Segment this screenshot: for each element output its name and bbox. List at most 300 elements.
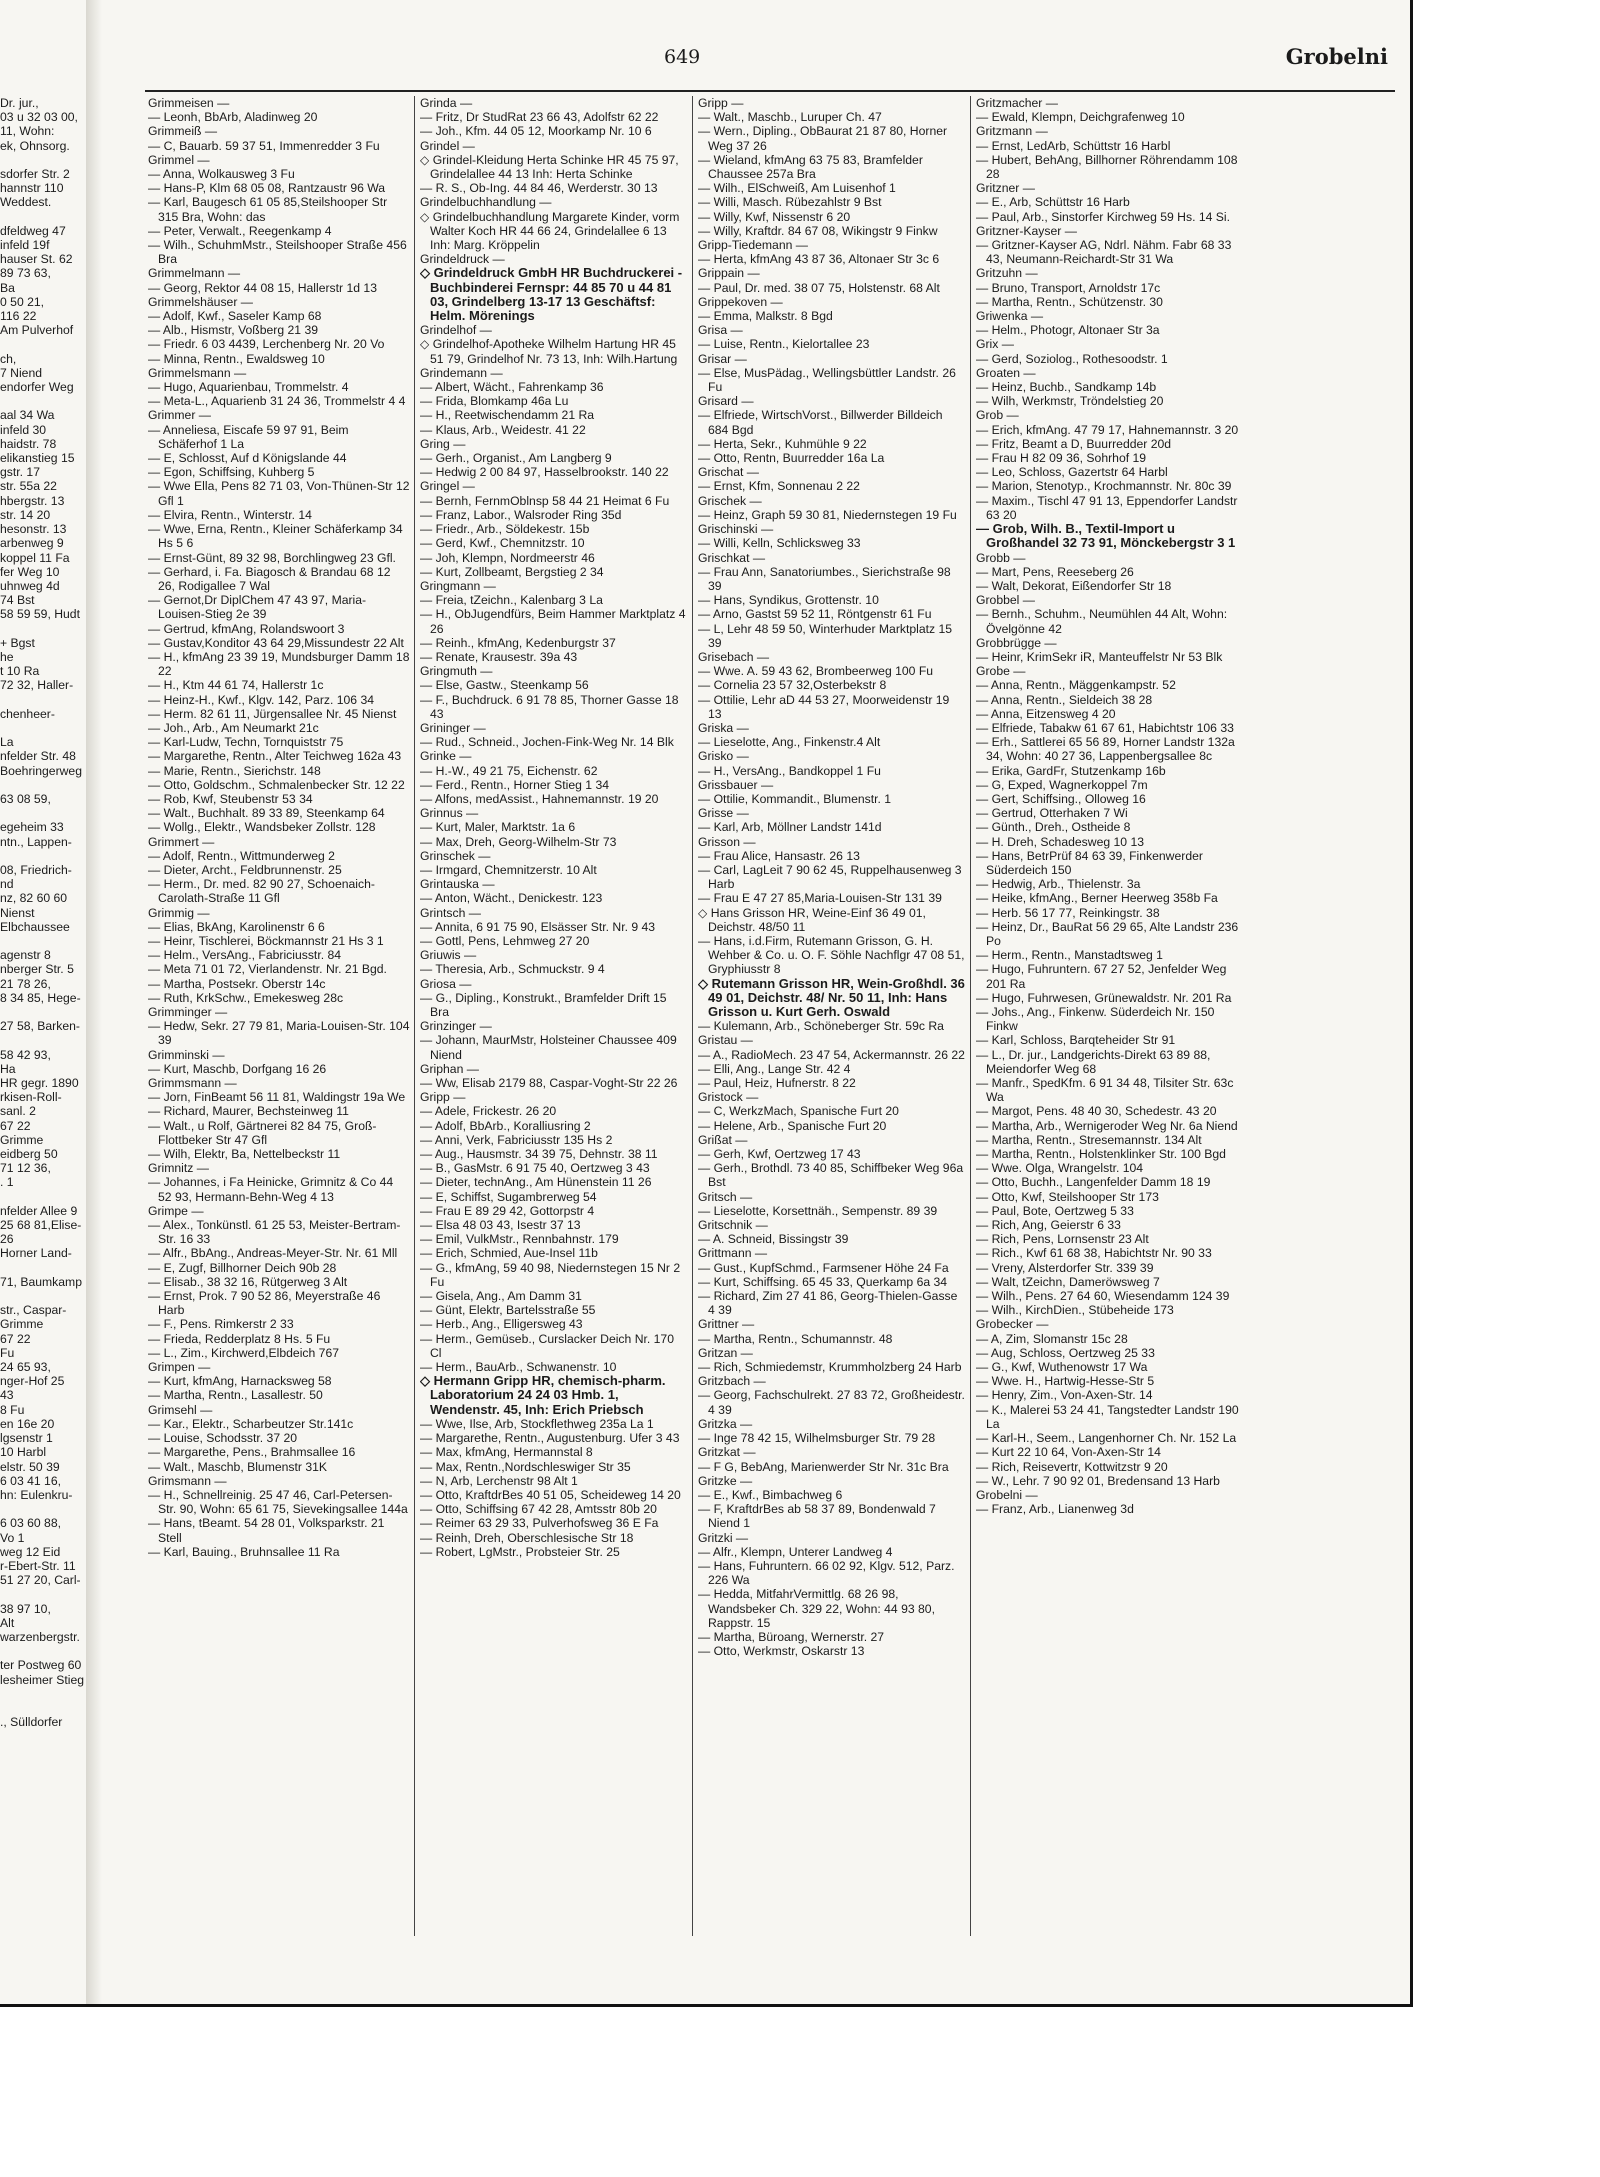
column-divider xyxy=(692,96,693,1936)
directory-entry: — Robert, LgMstr., Probsteier Str. 25 xyxy=(420,1544,620,1559)
surname-heading: Grob — xyxy=(976,408,1019,423)
fragment-line: 89 73 63, xyxy=(0,266,51,281)
directory-entry: — Herta, Sekr., Kuhmühle 9 22 xyxy=(698,436,867,451)
directory-entry: — Joh., Arb., Am Neumarkt 21c xyxy=(148,720,319,735)
fragment-line xyxy=(0,1587,90,1601)
surname-heading: Grindelhof — xyxy=(420,323,492,338)
directory-entry: — Meta 71 01 72, Vierlandenstr. Nr. 21 Bgd. xyxy=(148,962,387,977)
directory-entry: — E, Zugf, Billhorner Deich 90b 28 xyxy=(148,1260,337,1275)
surname-heading: Griska — xyxy=(698,720,749,735)
directory-entry: — Georg, Rektor 44 08 15, Hallerstr 1d 13 xyxy=(148,280,377,295)
directory-entry: — Heinz-H., Kwf., Klgv. 142, Parz. 106 34 xyxy=(148,692,375,707)
fragment-line: 38 97 10, xyxy=(0,1601,51,1616)
directory-entry: — Adolf, Rentn., Wittmunderweg 2 xyxy=(148,848,335,863)
directory-entry: — Kurt, Zollbeamt, Bergstieg 2 34 xyxy=(420,564,604,579)
directory-entry: — Adolf, Kwf., Saseler Kamp 68 xyxy=(148,309,322,324)
directory-entry: — Hans-P, Klm 68 05 08, Rantzaustr 96 Wa xyxy=(148,181,386,196)
fragment-line: hesonstr. 13 xyxy=(0,522,67,537)
surname-heading: Grobb — xyxy=(976,550,1026,565)
fragment-line: elikanstieg 15 xyxy=(0,451,75,466)
surname-heading: Grischkat — xyxy=(698,550,766,565)
header-rule xyxy=(145,90,1395,92)
directory-entry: — Gerh., Organist., Am Langberg 9 xyxy=(420,451,612,466)
surname-heading: Grintsch — xyxy=(420,905,481,920)
directory-entry: — Erika, GardFr, Stutzenkamp 16b xyxy=(976,763,1166,778)
surname-heading: Grimmert — xyxy=(148,834,215,849)
fragment-line: 6 03 60 88, xyxy=(0,1516,61,1531)
surname-heading: Gritzki — xyxy=(698,1530,749,1545)
directory-entry: — A. Schneid, Bissingstr 39 xyxy=(698,1232,849,1247)
surname-heading: Gritzke — xyxy=(698,1473,753,1488)
directory-entry: — Frau E 47 27 85,Maria-Louisen-Str 131 39 xyxy=(698,891,942,906)
directory-entry: — Otto, Rentn, Buurredder 16a La xyxy=(698,451,885,466)
firm-entry: ◇ Rutemann Grisson HR, Wein-Großhdl. 36 49 01, Deichstr. 48/ Nr. 50 11, Inh: Hans Grisson u. Kurt Gerh. Oswald xyxy=(698,975,965,1019)
surname-heading: Grindelbuchhandlung — xyxy=(420,195,552,210)
directory-entry: — Anni, Verk, Fabriciusstr 135 Hs 2 xyxy=(420,1132,613,1147)
directory-entry: — Fritz, Beamt a D, Buurredder 20d xyxy=(976,436,1172,451)
directory-entry: — Max, Rentn.,Nordschleswiger Str 35 xyxy=(420,1459,631,1474)
directory-entry: — Walt., Buchhalt. 89 33 89, Steenkamp 64 xyxy=(148,806,385,821)
surname-heading: Grisard — xyxy=(698,394,754,409)
fragment-line: 67 22 xyxy=(0,1331,31,1346)
surname-heading: Grisse — xyxy=(698,806,749,821)
surname-heading: Gritzmacher — xyxy=(976,96,1058,110)
fragment-line xyxy=(0,1005,90,1019)
fragment-line: Dr. jur., xyxy=(0,96,39,110)
directory-entry: — Fritz, Dr StudRat 23 66 43, Adolfstr 62 22 xyxy=(420,110,659,125)
directory-entry: — Gernot,Dr DiplChem 47 43 97, Maria-Louisen-Stieg 2e 39 xyxy=(148,593,367,622)
directory-entry: ◇ Grindelbuchhandlung Margarete Kinder, vorm Walter Koch HR 44 66 24, Grindelallee 6 13 Inh: Marg. Kröppelin xyxy=(420,209,680,253)
directory-entry: — Herm., Gemüseb., Curslacker Deich Nr. 170 Cl xyxy=(420,1331,674,1360)
fragment-line: Horner Land- xyxy=(0,1246,72,1261)
fragment-line: agenstr 8 xyxy=(0,948,51,963)
directory-entry: — Günth., Dreh., Ostheide 8 xyxy=(976,820,1131,835)
directory-entry: — Walt, tZeichn, Dameröwsweg 7 xyxy=(976,1274,1160,1289)
directory-entry: — Klaus, Arb., Weidestr. 41 22 xyxy=(420,422,586,437)
directory-entry: — Hans, i.d.Firm, Rutemann Grisson, G. H. Wehber & Co. u. O. F. Söhle Nachflgr 47 08 51, Gryphiusstr 8 xyxy=(698,933,965,977)
surname-heading: Grobbrügge — xyxy=(976,635,1057,650)
fragment-line: str. 14 20 xyxy=(0,507,51,522)
directory-entry: — G., kfmAng, 59 40 98, Niedernstegen 15 Nr 2 Fu xyxy=(420,1260,681,1289)
fragment-line: chenheer- xyxy=(0,706,55,721)
directory-entry: — Bernh, FernmOblnsp 58 44 21 Heimat 6 Fu xyxy=(420,493,670,508)
fragment-line: La xyxy=(0,735,14,750)
directory-entry: ◇ Hans Grisson HR, Weine-Einf 36 49 01, Deichstr. 48/50 11 xyxy=(698,905,926,934)
surname-heading: Grimmsmann — xyxy=(148,1076,237,1091)
fragment-line: str. 55a 22 xyxy=(0,479,57,494)
directory-entry: — Heinz, Graph 59 30 81, Niedernstegen 19 Fu xyxy=(698,507,957,522)
directory-entry: — Willi, Kelln, Schlicksweg 33 xyxy=(698,536,861,551)
fragment-line: endorfer Weg xyxy=(0,380,74,395)
directory-entry: — Irmgard, Chemnitzerstr. 10 Alt xyxy=(420,862,597,877)
directory-entry: — Rich., Kwf 61 68 38, Habichtstr Nr. 90 33 xyxy=(976,1246,1212,1261)
fragment-line: weg 12 Eid xyxy=(0,1544,61,1559)
directory-entry: — Martha, Rentn., Schumannstr. 48 xyxy=(698,1331,893,1346)
directory-entry: — Kar., Elektr., Scharbeutzer Str.141c xyxy=(148,1416,354,1431)
surname-heading: Grippain — xyxy=(698,266,760,281)
surname-heading: Grisa — xyxy=(698,323,743,338)
directory-entry: — Karl, Schloss, Barqteheider Str 91 xyxy=(976,1033,1176,1048)
fragment-line xyxy=(0,153,90,167)
surname-heading: Grintauska — xyxy=(420,877,495,892)
directory-entry: — Otto, Buchh., Langenfelder Damm 18 19 xyxy=(976,1175,1211,1190)
surname-heading: Gripp-Tiedemann — xyxy=(698,238,808,253)
directory-entry: — Meta-L., Aquarienb 31 24 36, Trommelstr 4 4 xyxy=(148,394,406,409)
fragment-line: ter Postweg 60 xyxy=(0,1658,82,1673)
directory-entry: — Rud., Schneid., Jochen-Fink-Weg Nr. 14 Blk xyxy=(420,735,674,750)
directory-entry: — Willi, Masch. Rübezahlstr 9 Bst xyxy=(698,195,882,210)
surname-heading: Grimmig — xyxy=(148,905,210,920)
directory-entry: — Reinh, Dreh, Oberschlesische Str 18 xyxy=(420,1530,634,1545)
fragment-line xyxy=(0,394,90,408)
fragment-line: hbergstr. 13 xyxy=(0,493,65,508)
directory-entry: — Gertrud, Otterhaken 7 Wi xyxy=(976,806,1128,821)
fragment-line: ch, xyxy=(0,351,17,366)
directory-entry: — Hans, Syndikus, Grottenstr. 10 xyxy=(698,593,879,608)
fragment-line: infeld 30 xyxy=(0,422,47,437)
directory-entry: — Max, kfmAng, Hermannstal 8 xyxy=(420,1445,593,1460)
directory-entry: — Aug., Hausmstr. 34 39 75, Dehnstr. 38 11 xyxy=(420,1147,658,1162)
directory-entry: — Hugo, Fuhrwesen, Grünewaldstr. Nr. 201 Ra xyxy=(976,990,1232,1005)
surname-heading: Griosa — xyxy=(420,976,472,991)
surname-heading: Gritzan — xyxy=(698,1345,753,1360)
surname-heading: Grinnus — xyxy=(420,806,479,821)
surname-heading: Grittner — xyxy=(698,1317,755,1332)
fragment-line xyxy=(0,337,90,351)
directory-entry: — Wwe, Ilse, Arb, Stockflethweg 235a La 1 xyxy=(420,1416,654,1431)
directory-entry: — L, Lehr 48 59 50, Winterhuder Marktplatz 15 39 xyxy=(698,621,953,650)
directory-entry: — R. S., Ob-Ing. 44 84 46, Werderstr. 30 13 xyxy=(420,181,658,196)
directory-entry: — Georg, Fachschulrekt. 27 83 72, Großheidestr. 4 39 xyxy=(698,1388,965,1417)
surname-heading: Gringel — xyxy=(420,479,475,494)
directory-entry: — Erich, Schmied, Aue-Insel 11b xyxy=(420,1246,598,1261)
directory-entry: — Gust., KupfSchmd., Farmsener Höhe 24 Fa xyxy=(698,1260,949,1275)
surname-heading: Grimminski — xyxy=(148,1047,225,1062)
fragment-line: Grimme xyxy=(0,1317,44,1332)
directory-entry: — Kurt, kfmAng, Harnacksweg 58 xyxy=(148,1374,332,1389)
directory-entry: — Herta, kfmAng 43 87 36, Altonaer Str 3c 6 xyxy=(698,252,940,267)
surname-heading: Grisebach — xyxy=(698,649,770,664)
directory-entry: — Hugo, Aquarienbau, Trommelstr. 4 xyxy=(148,380,349,395)
directory-entry: — Heinr, KrimSekr iR, Manteuffelstr Nr 53 Blk xyxy=(976,649,1223,664)
directory-entry: — Lieselotte, Korsettnäh., Sempenstr. 89 39 xyxy=(698,1203,938,1218)
directory-entry: — Freia, tZeichn., Kalenbarg 3 La xyxy=(420,593,603,608)
surname-heading: Grimsmann — xyxy=(148,1473,227,1488)
directory-entry: — Margarethe, Rentn., Augustenburg. Ufer 3 43 xyxy=(420,1431,680,1446)
directory-entry: — Franz, Arb., Lianenweg 3d xyxy=(976,1502,1134,1517)
surname-heading: Grisar — xyxy=(698,351,747,366)
fragment-line: Ha xyxy=(0,1061,16,1076)
directory-entry: — Hedwig, Arb., Thielenstr. 3a xyxy=(976,877,1141,892)
directory-entry: — Hedda, MitfahrVermittlg. 68 26 98, Wandsbeker Ch. 329 22, Wohn: 44 93 80, Rappstr. 15 xyxy=(698,1587,935,1630)
surname-heading: Grinke — xyxy=(420,749,472,764)
directory-entry: — Wwe, Erna, Rentn., Kleiner Schäferkamp 34 Hs 5 6 xyxy=(148,522,403,551)
fragment-line xyxy=(0,1701,90,1715)
directory-entry: — Martha, Arb., Wernigeroder Weg Nr. 6a Niend xyxy=(976,1118,1238,1133)
directory-entry: — Renate, Krausestr. 39a 43 xyxy=(420,649,578,664)
directory-entry: — Ernst-Günt, 89 32 98, Borchlingweg 23 Gfl. xyxy=(148,550,396,565)
directory-entry: — Anna, Rentn., Mäggenkampstr. 52 xyxy=(976,678,1176,693)
directory-entry: — Else, Gastw., Steenkamp 56 xyxy=(420,678,589,693)
directory-entry: — Frieda, Redderplatz 8 Hs. 5 Fu xyxy=(148,1331,331,1346)
directory-entry: — Rich, Pens, Lornsenstr 23 Alt xyxy=(976,1232,1149,1247)
fragment-line xyxy=(0,1033,90,1047)
surname-heading: Grimmel — xyxy=(148,152,210,167)
fragment-line: hn: Eulenkru- xyxy=(0,1487,73,1502)
fragment-line xyxy=(0,721,90,735)
surname-heading: Grobelni — xyxy=(976,1487,1038,1502)
directory-entry: — H., Schnellreinig. 25 47 46, Carl-Petersen-Str. 90, Wohn: 65 61 75, Sievekingsallee 144a xyxy=(148,1487,408,1517)
surname-heading: Grippekoven — xyxy=(698,294,783,309)
directory-entry: — Luise, Rentn., Kielortallee 23 xyxy=(698,337,870,352)
fragment-line: Grimme xyxy=(0,1132,44,1147)
directory-entry: — Margarethe, Pens., Brahmsallee 16 xyxy=(148,1445,356,1460)
directory-entry: — Egon, Schiffsing, Kuhberg 5 xyxy=(148,465,315,480)
directory-entry: — Henry, Zim., Von-Axen-Str. 14 xyxy=(976,1388,1153,1403)
directory-entry: — Frau Ann, Sanatoriumbes., Sierichstraße 98 39 xyxy=(698,564,951,593)
fragment-line: . 1 xyxy=(0,1175,14,1190)
directory-entry: — Martha, Rentn., Lasallestr. 50 xyxy=(148,1388,323,1403)
directory-entry: — Otto, Goldschm., Schmalenbecker Str. 12 22 xyxy=(148,777,405,792)
directory-entry: — Otto, KraftdrBes 40 51 05, Scheideweg 14 20 xyxy=(420,1487,681,1502)
fragment-line: 67 22 xyxy=(0,1118,31,1133)
directory-entry: — Bernh., Schuhm., Neumühlen 44 Alt, Wohn: Övelgönne 42 xyxy=(976,607,1228,636)
directory-entry: — Ferd., Rentn., Horner Stieg 1 34 xyxy=(420,777,609,792)
directory-entry: — L., Zim., Kirchwerd,Elbdeich 767 xyxy=(148,1345,340,1360)
surname-heading: Grinzinger — xyxy=(420,1019,492,1034)
directory-entry: — Bruno, Transport, Arnoldstr 17c xyxy=(976,280,1161,295)
directory-entry: — Hugo, Fuhruntern. 67 27 52, Jenfelder Weg 201 Ra xyxy=(976,962,1227,991)
fragment-line: 7 Niend xyxy=(0,365,43,380)
directory-entry: — H., Reetwischendamm 21 Ra xyxy=(420,408,595,423)
fragment-line: nfelder Str. 48 xyxy=(0,749,76,764)
directory-entry: — Anna, Rentn., Sieldeich 38 28 xyxy=(976,692,1153,707)
fragment-line: 27 58, Barken- xyxy=(0,1019,80,1034)
surname-heading: Grimmelsmann — xyxy=(148,365,247,380)
directory-entry: — Wollg., Elektr., Wandsbeker Zollstr. 128 xyxy=(148,820,376,835)
directory-column-4 xyxy=(976,96,1244,1936)
directory-entry: — Karl-Ludw, Techn, Tornquiststr 75 xyxy=(148,735,344,750)
directory-entry: — Ww, Elisab 2179 88, Caspar-Voght-Str 22 26 xyxy=(420,1076,678,1091)
directory-entry: — Martha, Rentn., Schützenstr. 30 xyxy=(976,294,1163,309)
directory-entry: — Heinr, Tischlerei, Böckmannstr 21 Hs 3 1 xyxy=(148,933,384,948)
directory-entry: — Walt., Maschb, Blumenstr 31K xyxy=(148,1459,328,1474)
directory-entry: — G, Exped, Wagnerkoppel 7m xyxy=(976,777,1148,792)
directory-entry: — Kulemann, Arb., Schöneberger Str. 59c Ra xyxy=(698,1019,944,1034)
directory-entry: — Alfr., BbAng., Andreas-Meyer-Str. Nr. 61 Mll xyxy=(148,1246,398,1261)
directory-entry: — Maxim., Tischl 47 91 13, Eppendorfer Landstr 63 20 xyxy=(976,493,1238,522)
surname-heading: Groaten — xyxy=(976,365,1036,380)
directory-entry: — Dieter, Archt., Feldbrunnenstr. 25 xyxy=(148,862,342,877)
directory-entry: — Jorn, FinBeamt 56 11 81, Waldingstr 19a We xyxy=(148,1090,406,1105)
fragment-line: nfelder Allee 9 xyxy=(0,1203,78,1218)
fragment-line: infeld 19f xyxy=(0,238,50,253)
directory-entry: — Albert, Wächt., Fahrenkamp 36 xyxy=(420,380,604,395)
directory-entry: — Kurt 22 10 64, Von-Axen-Str 14 xyxy=(976,1445,1161,1460)
directory-entry: — Frida, Blomkamp 46a Lu xyxy=(420,394,569,409)
directory-entry: — Anton, Wächt., Denickestr. 123 xyxy=(420,891,603,906)
directory-entry: — Hans, tBeamt. 54 28 01, Volksparkstr. 21 Stell xyxy=(148,1516,385,1545)
surname-heading: Grischinski — xyxy=(698,522,774,537)
directory-entry: — Joh, Klempn, Nordmeerstr 46 xyxy=(420,550,595,565)
directory-entry: — E., Kwf., Bimbachweg 6 xyxy=(698,1487,843,1502)
directory-entry: — Emma, Malkstr. 8 Bgd xyxy=(698,309,833,324)
fragment-line: 26 xyxy=(0,1232,14,1247)
surname-heading: Grindemann — xyxy=(420,365,503,380)
directory-entry: — Vreny, Alsterdorfer Str. 339 39 xyxy=(976,1260,1154,1275)
fragment-line: Am Pulverhof xyxy=(0,323,74,338)
fragment-line: egeheim 33 xyxy=(0,820,64,835)
fragment-line: sdorfer Str. 2 xyxy=(0,167,70,182)
fragment-line xyxy=(0,806,90,820)
directory-entry: — Hans, BetrPrüf 84 63 39, Finkenwerder Süderdeich 150 xyxy=(976,848,1203,877)
fragment-line: 43 xyxy=(0,1388,14,1403)
surname-heading: Grimmeiß — xyxy=(148,124,218,139)
directory-entry: — Louise, Schodsstr. 37 20 xyxy=(148,1431,298,1446)
fragment-line: lgsenstr 1 xyxy=(0,1431,53,1446)
surname-heading: Grimmeisen — xyxy=(148,96,230,110)
fragment-line xyxy=(0,934,90,948)
directory-entry: — H., VersAng., Bandkoppel 1 Fu xyxy=(698,763,881,778)
directory-entry: — Frau Alice, Hansastr. 26 13 xyxy=(698,848,860,863)
directory-entry: — Anna, Wolkausweg 3 Fu xyxy=(148,167,295,182)
directory-entry: — Hans, Fuhruntern. 66 02 92, Klgv. 512, Parz. 226 Wa xyxy=(698,1558,955,1588)
surname-heading: Griwenka — xyxy=(976,309,1044,324)
surname-heading: Griphan — xyxy=(420,1061,479,1076)
surname-heading: Gritzka — xyxy=(698,1416,753,1431)
directory-entry: — Kurt, Schiffsing. 65 45 33, Querkamp 6a 34 xyxy=(698,1274,948,1289)
surname-heading: Gripp — xyxy=(420,1090,466,1105)
surname-heading: Gritzkat — xyxy=(698,1445,756,1460)
directory-entry: — Ottilie, Kommandit., Blumenstr. 1 xyxy=(698,791,892,806)
surname-heading: Grix — xyxy=(976,337,1014,352)
directory-entry: — Wilh., Pens. 27 64 60, Wiesendamm 124 39 xyxy=(976,1289,1230,1304)
directory-entry: — Ewald, Klempn, Deichgrafenweg 10 xyxy=(976,110,1185,125)
fragment-line: 8 34 85, Hege- xyxy=(0,990,81,1005)
directory-entry: — Gert, Schiffsing., Olloweg 16 xyxy=(976,791,1146,806)
firm-entry: ◇ Grindeldruck GmbH HR Buchdruckerei - Buchbinderei Fernspr: 44 85 70 u 44 81 03, Grindelberg 13-17 13 Geschäftsf: Helm. Mörenings xyxy=(420,265,683,324)
directory-entry: — Adele, Frickestr. 26 20 xyxy=(420,1104,557,1119)
surname-heading: Grimnitz — xyxy=(148,1161,209,1176)
surname-heading: Grobe — xyxy=(976,664,1026,679)
directory-entry: — Cornelia 23 57 32,Osterbekstr 8 xyxy=(698,678,887,693)
fragment-line: dfeldweg 47 xyxy=(0,223,66,238)
directory-entry: — Günt, Elektr, Bartelsstraße 55 xyxy=(420,1303,596,1318)
fragment-line: 116 22 xyxy=(0,309,37,324)
directory-entry: — Elsa 48 03 43, Isestr 37 13 xyxy=(420,1218,581,1233)
directory-entry: — F, KraftdrBes ab 58 37 89, Bondenwald 7 Niend 1 xyxy=(698,1502,936,1531)
fragment-line: ek, Ohnsorg. xyxy=(0,138,70,153)
fragment-line xyxy=(0,778,90,792)
fragment-line: ntn., Lappen- xyxy=(0,834,72,849)
directory-entry: — Gisela, Ang., Am Damm 31 xyxy=(420,1289,582,1304)
directory-entry: — Aug, Schloss, Oertzweg 25 33 xyxy=(976,1345,1155,1360)
directory-entry: — C, WerkzMach, Spanische Furt 20 xyxy=(698,1104,899,1119)
fragment-line: 10 Harbl xyxy=(0,1445,47,1460)
surname-heading: Grindeldruck — xyxy=(420,252,505,267)
surname-heading: Grininger — xyxy=(420,720,486,735)
surname-heading: Gritzbach — xyxy=(698,1374,766,1389)
fragment-line xyxy=(0,1644,90,1658)
fragment-line: rkisen-Roll- xyxy=(0,1090,62,1105)
fragment-line: Alt xyxy=(0,1615,15,1630)
directory-entry: — Elfriede, WirtschVorst., Billwerder Billdeich 684 Bgd xyxy=(698,408,943,437)
directory-entry: — H. Dreh, Schadesweg 10 13 xyxy=(976,834,1145,849)
directory-entry: — Ernst, Kfm, Sonnenau 2 22 xyxy=(698,479,860,494)
surname-heading: Grißat — xyxy=(698,1132,748,1147)
surname-heading: Grimmer — xyxy=(148,408,211,423)
surname-heading: Gring — xyxy=(420,436,466,451)
directory-entry: — Alfr., Klempn, Unterer Landweg 4 xyxy=(698,1544,893,1559)
directory-entry: — Helene, Arb., Spanische Furt 20 xyxy=(698,1118,887,1133)
surname-heading: Grobbel — xyxy=(976,593,1035,608)
fragment-line: 71, Baumkamp xyxy=(0,1274,82,1289)
directory-entry: — Alb., Hismstr, Voßberg 21 39 xyxy=(148,323,319,338)
directory-entry: — Gerd, Soziolog., Rothesoodstr. 1 xyxy=(976,351,1168,366)
directory-entry: — Elli, Ang., Lange Str. 42 4 xyxy=(698,1061,851,1076)
directory-entry: — Margarethe, Rentn., Alter Teichweg 162a 43 xyxy=(148,749,402,764)
fragment-line: warzenbergstr. xyxy=(0,1629,80,1644)
directory-entry: — Martha, Rentn., Holstenklinker Str. 100 Bgd xyxy=(976,1147,1226,1162)
directory-entry: — Herb. 56 17 77, Reinkingstr. 38 xyxy=(976,905,1160,920)
fragment-line: Vo 1 xyxy=(0,1530,25,1545)
directory-entry: — H., Ktm 44 61 74, Hallerstr 1c xyxy=(148,678,324,693)
directory-entry: — Herb., Ang., Elligersweg 43 xyxy=(420,1317,583,1332)
directory-entry: — Inge 78 42 15, Wilhelmsburger Str. 79 28 xyxy=(698,1431,936,1446)
directory-entry: — Wwe. Olga, Wrangelstr. 104 xyxy=(976,1161,1144,1176)
directory-entry: — Wwe Ella, Pens 82 71 03, Von-Thünen-Str 12 Gfl 1 xyxy=(148,479,410,508)
directory-entry: — B., GasMstr. 6 91 75 40, Oertzweg 3 43 xyxy=(420,1161,650,1176)
directory-entry: — Else, MusPädag., Wellingsbüttler Landstr. 26 Fu xyxy=(698,365,956,395)
directory-entry: — Alfons, medAssist., Hahnemannstr. 19 20 xyxy=(420,791,659,806)
directory-entry: — Wilh, Elektr, Ba, Nettelbeckstr 11 xyxy=(148,1147,341,1162)
directory-entry: — Johannes, i Fa Heinicke, Grimnitz & Co 44 52 93, Hermann-Behn-Weg 4 13 xyxy=(148,1175,394,1204)
fragment-line: t 10 Ra xyxy=(0,664,40,679)
directory-entry: — Willy, Kraftdr. 84 67 08, Wikingstr 9 Finkw xyxy=(698,223,938,238)
fragment-line: uhnweg 4d xyxy=(0,578,60,593)
directory-entry: — Wieland, kfmAng 63 75 83, Bramfelder Chaussee 257a Bra xyxy=(698,152,923,182)
directory-entry: — Theresia, Arb., Schmuckstr. 9 4 xyxy=(420,962,605,977)
directory-entry: ◇ Grindel-Kleidung Herta Schinke HR 45 75 97, Grindelallee 44 13 Inh: Herta Schinke xyxy=(420,152,679,182)
surname-heading: Grischek — xyxy=(698,493,762,508)
directory-entry: — Manfr., SpedKfm. 6 91 34 48, Tilsiter Str. 63c Wa xyxy=(976,1076,1234,1105)
fragment-line xyxy=(0,849,90,863)
directory-entry: — Walt., Maschb., Luruper Ch. 47 xyxy=(698,110,882,125)
directory-entry: — Margot, Pens. 48 40 30, Schedestr. 43 20 xyxy=(976,1104,1217,1119)
fragment-line: 71 12 36, xyxy=(0,1161,51,1176)
directory-column-1 xyxy=(148,96,410,1936)
surname-heading: Gritzner-Kayser — xyxy=(976,223,1077,238)
surname-heading: Gringmann — xyxy=(420,578,496,593)
directory-entry: — Karl-H., Seem., Langenhorner Ch. Nr. 152 La xyxy=(976,1431,1237,1446)
directory-entry: — K., Malerei 53 24 41, Tangstedter Landstr 190 La xyxy=(976,1402,1239,1431)
fragment-line: nger-Hof 25 xyxy=(0,1374,65,1389)
directory-entry: — Frau H 82 09 36, Sohrhof 19 xyxy=(976,451,1147,466)
surname-heading: Grimsehl — xyxy=(148,1402,213,1417)
directory-entry: — Herm., Dr. med. 82 90 27, Schoenaich-Carolath-Straße 11 Gfl xyxy=(148,877,375,906)
directory-entry: — Carl, LagLeit 7 90 62 45, Ruppelhausenweg 3 Harb xyxy=(698,862,962,892)
fragment-line: 03 u 32 03 00, xyxy=(0,110,78,125)
fragment-line: ., Sülldorfer xyxy=(0,1715,63,1730)
directory-entry: — Reinh., kfmAng, Kedenburgstr 37 xyxy=(420,635,616,650)
directory-entry: — Herm., BauArb., Schwanenstr. 10 xyxy=(420,1360,617,1375)
directory-entry: ◇ Grindelhof-Apotheke Wilhelm Hartung HR 45 51 79, Grindelhof Nr. 73 13, Inh: Wilh.Hartung xyxy=(420,337,678,366)
directory-entry: — E., Arb, Schüttstr 16 Harb xyxy=(976,195,1130,210)
fragment-line: HR gegr. 1890 xyxy=(0,1076,79,1091)
surname-heading: Grimmelshäuser — xyxy=(148,294,253,309)
directory-entry: — Alex., Tonkünstl. 61 25 53, Meister-Bertram-Str. 16 33 xyxy=(148,1218,401,1247)
surname-heading: Griuwis — xyxy=(420,948,477,963)
